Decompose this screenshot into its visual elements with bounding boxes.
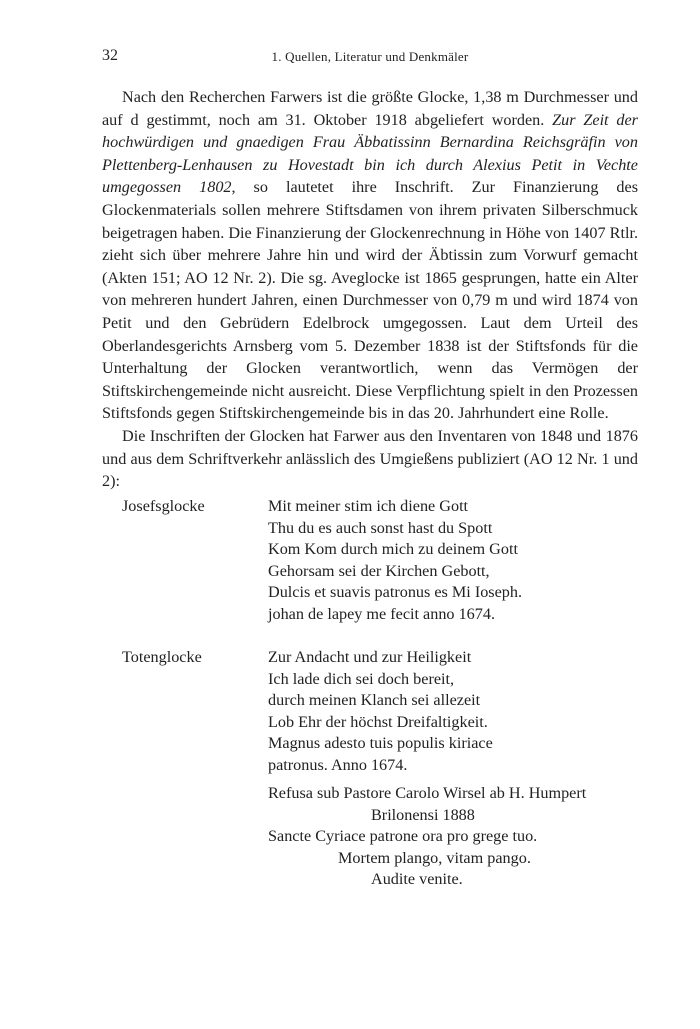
verse-line: johan de lapey me fecit anno 1674. <box>268 604 495 623</box>
verse-line: Gehorsam sei der Kirchen Gebott, <box>268 561 490 580</box>
bell-inscription-quote: Zur Zeit der hochwürdigen und gnaedigen Frau Äbbatissinn Bernardina Reichsgräfin von Plettenberg-Lenhausen zu Hovestadt bin ich durch Alexius Petit in Vechte umgegossen 1802 <box>102 110 638 197</box>
verse-line: Dulcis et suavis patronus es Mi Ioseph. <box>268 583 523 601</box>
inscription-line: Refusa sub Pastore Carolo Wirsel ab H. Humpert <box>268 784 587 802</box>
inscription-line: Mortem plango, vitam pango. <box>338 848 531 867</box>
paragraph-2: Die Inschriften der Glocken hat Farwer aus den Inventaren von 1848 und 1876 und aus dem Schriftverkehr anlässlich des Umgießens publiziert (AO 12 Nr. 1 und 2): <box>102 426 638 491</box>
totenglocke-verse <box>268 647 493 776</box>
verse-line: Mit meiner stim ich diene Gott <box>268 497 469 515</box>
paragraph-1-part-1: Nach den Recherchen Farwers ist die größte Glocke, 1,38 m Durchmesser und auf d gestimmt, noch am 31. Oktober 1918 abgeliefert worden. <box>102 88 638 129</box>
main-text <box>102 86 638 493</box>
paragraph-1-part-2: , so lautetet ihre Inschrift. Zur Finanzierung des Glockenmaterials sollen mehrere Stiftsdamen von ihrem privaten Silberschmuck beigetragen haben. Die Finanzierung der Glockenrechnung in Höhe von 1407 Rtlr. zieht sich über mehrere Jahre hin und wird der Äbtissin zum Vorwurf gemacht (Akten 151; AO 12 Nr. 2). Die sg. Aveglocke ist 1865 gesprungen, hatte ein Alter von mehreren hundert Jahren, einen Durchmesser von 0,79 m und wird 1874 von Petit und den Gebrüdern Edelbrock umgegossen. Laut dem Urteil des Oberlandesgerichts Arnsberg vom 5. Dezember 1838 ist der Stiftsfonds für die Unterhaltung der Glocken verantwortlich, wenn das Vermögen der Stiftskirchengemeinde nicht ausreicht. Diese Verpflichtung spielt in den Prozessen Stiftsfonds gegen Stiftskirchengemeinde bis in das 20. Jahrhundert eine Rolle. <box>102 178 638 423</box>
inscription-line: Sancte Cyriace patrone ora pro grege tuo. <box>268 827 538 845</box>
verse-line: Magnus adesto tuis populis kiriace <box>268 734 493 752</box>
totenglocke-block <box>122 647 642 776</box>
inscription-line: Audite venite. <box>371 870 463 888</box>
verse-line: durch meinen Klanch sei allezeit <box>268 691 481 709</box>
verse-line: Lob Ehr der höchst Dreifaltigkeit. <box>268 712 488 731</box>
running-title: 1. Quellen, Literatur und Denkmäler <box>271 49 469 64</box>
bell-name-josefsglocke: Josefsglocke <box>122 497 205 515</box>
page-number: 32 <box>102 47 118 64</box>
verse-line: Thu du es auch sonst hast du Spott <box>268 518 493 537</box>
verse-line: patronus. Anno 1674. <box>268 755 408 774</box>
paragraph-1 <box>102 86 638 425</box>
bell-inscriptions <box>122 496 642 776</box>
verse-line: Ich lade dich sei doch bereit, <box>268 669 455 688</box>
verse-line: Kom Kom durch mich zu deinem Gott <box>268 540 518 558</box>
verse-line: Zur Andacht und zur Heiligkeit <box>268 648 472 666</box>
inscription-line: Brilonensi 1888 <box>371 805 475 824</box>
josefsglocke-verse <box>268 496 522 625</box>
josefsglocke-block <box>122 496 642 625</box>
refusa-inscription <box>268 783 628 891</box>
bell-name-totenglocke: Totenglocke <box>122 648 202 666</box>
